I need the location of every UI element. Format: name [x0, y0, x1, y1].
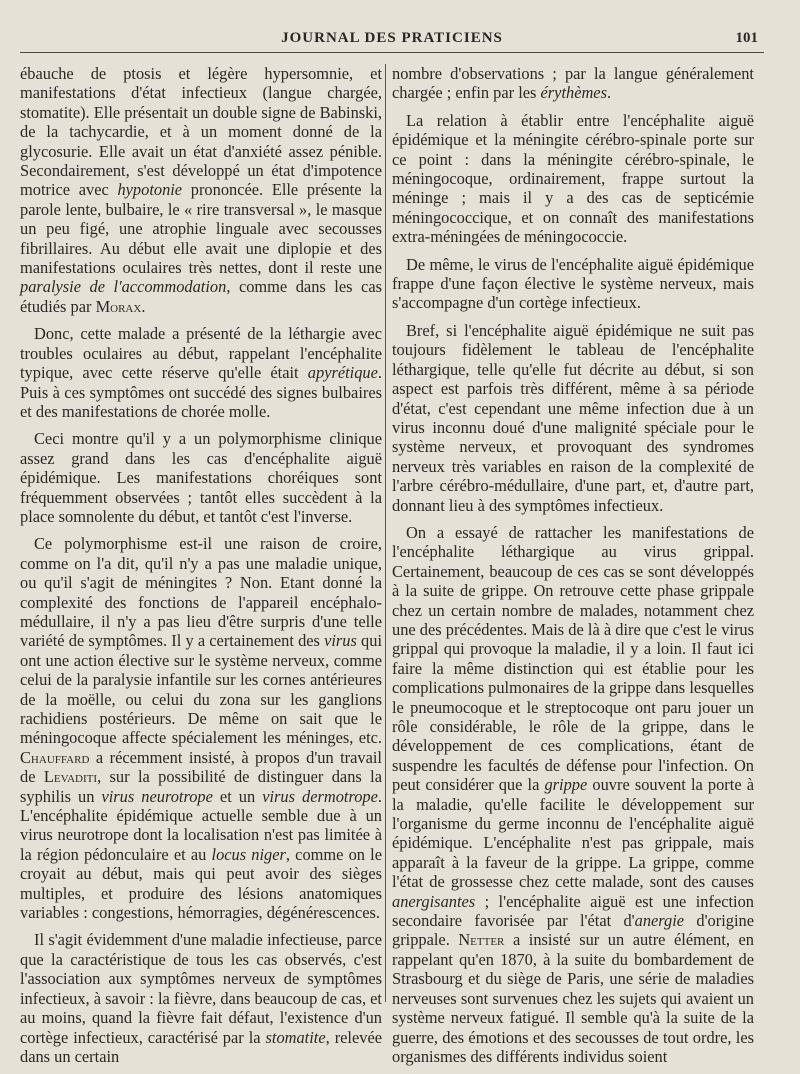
paragraph: De même, le virus de l'encéphalite aiguë épidémique frappe d'une façon élective le système nerveux, mais s'accompagne d'un cortège infectieux.: [392, 254, 754, 313]
paragraph: Donc, cette malade a présenté de la léthargie avec troubles oculaires au début, rappelant l'encéphalite typique, avec cette réserve qu'elle était apyrétique. Puis à ces symptômes ont succédé des signes bulbaires et des manifestations de chorée molle.: [20, 324, 382, 421]
journal-title: JOURNAL DES PRATICIENS: [281, 30, 503, 46]
left-column: [20, 64, 382, 1074]
paragraph: nombre d'observations ; par la langue généralement chargée ; enfin par les érythèmes.: [392, 64, 754, 103]
page-number: 101: [735, 30, 758, 46]
paragraph: Ceci montre qu'il y a un polymorphisme clinique assez grand dans les cas d'encéphalite aiguë épidémique. Les manifestations choréiques sont fréquemment observées ; tantôt elles succèdent à la place somnolente du début, et tantôt c'est l'inverse.: [20, 429, 382, 526]
page-header: [20, 26, 764, 53]
paragraph: Ce polymorphisme est-il une raison de croire, comme on l'a dit, qu'il n'y a pas une maladie unique, ou qu'il s'agit de méningites ? Non. Etant donné la complexité des fonctions de l'appareil encéphalo-médullaire, il n'y a pas lieu d'être surpris d'une telle variété de symptômes. Il y a certainement des virus qui ont une action élective sur le système nerveux, comme celui de la paralysie infantile sur les cornes antérieures de la moëlle, ou celui du zona sur les ganglions rachidiens postérieurs. De même on sait que le méningocoque affecte spécialement les méninges, etc. Chauffard a récemment insisté, à propos d'un travail de Levaditi, sur la possibilité de distinguer dans la syphilis un virus neurotrope et un virus dermotrope. L'encéphalite épidémique actuelle semble due à un virus neurotrope dont la localisation n'est pas limitée à la région pédonculaire et au locus niger, comme on le croyait au début, mais qui peut avoir des sièges multiples, et produire des lésions anatomiques variables : congestions, hémorragies, dégénérescences.: [20, 534, 383, 923]
right-column: [392, 64, 754, 1074]
paragraph: La relation à établir entre l'encéphalite aiguë épidémique et la méningite cérébro-spinale porte sur ce point : dans la méningite cérébro-spinale, le méningocoque, ordinairement, frappe surtout la méninge ; mais il y a des cas de septicémie méningococcique, et on connaît des manifestations extra-méningées de méningococcie.: [392, 110, 754, 247]
paragraph: Il s'agit évidemment d'une maladie infectieuse, parce que la caractéristique de tous les cas observés, c'est l'association aux symptômes nerveux de symptômes infectieux, à savoir : la fièvre, dans beaucoup de cas, et au moins, quand la fièvre fait défaut, l'existence d'un cortège infectieux, caractérisé par la stomatite, relevée dans un certain: [20, 930, 382, 1066]
column-divider: [385, 64, 386, 1002]
paragraph: Bref, si l'encéphalite aiguë épidémique ne suit pas toujours fidèlement le tableau de l'encéphalite léthargique, telle qu'elle fut décrite au début, si son aspect est parfois très différent, même à sa période d'état, c'est cependant une même infection due à un virus inconnu doué d'une malignité spéciale pour le système nerveux, et provoquant des syndromes nerveux très variables en raison de la complexité de l'arbre cérébro-médullaire, d'une part, et, d'autre part, donnant lieu à des symptômes infectieux.: [392, 320, 754, 515]
paragraph: ébauche de ptosis et légère hypersomnie, et manifestations d'état infectieux (langue chargée, stomatite). Elle présentait un double signe de Babinski, de la tachycardie, et à un moment donné de la glycosurie. Elle avait un état d'anxiété assez pénible. Secondairement, s'est développé un état d'impotence motrice avec hypotonie prononcée. Elle présente la parole lente, bulbaire, le « rire transversal », le masque un peu figé, une atrophie linguale avec secousses fibrillaires. Au début elle avait une diplopie et des manifestations oculaires très nettes, dont il reste une paralysie de l'accommodation, comme dans les cas étudiés par Morax.: [20, 64, 383, 316]
paragraph: On a essayé de rattacher les manifestations de l'encéphalite léthargique au virus grippal. Certainement, beaucoup de ces cas se sont développés à la suite de grippe. On retrouve cette phase grippale chez un certain nombre de malades, notamment chez une des précédentes. Mais de là à dire que c'est le virus grippal qui provoque la maladie, il y a loin. Il faut ici faire la même distinction qui est établie pour les complications pulmonaires de la grippe dans lesquelles le pneumocoque et le streptocoque ont paru jouer un rôle considérable, le rôle de la grippe, dans le développement de ces complications, étant de suspendre les facultés de défense pour l'infection. On peut considérer que la grippe ouvre souvent la porte à la maladie, qu'elle facilite le développement sur l'organisme du germe inconnu de l'encéphalite aiguë épidémique. L'encéphalite n'est pas grippale, mais apparaît à la faveur de la grippe. La grippe, comme l'état de grossesse chez cette malade, sont des causes anergisantes ; l'encéphalite aiguë est une infection secondaire favorisée par l'état d'anergie d'origine grippale. Netter a insisté sur un autre élément, en rappelant qu'en 1870, à la suite du bombardement de Strasbourg et du siège de Paris, une série de maladies nerveuses sont survenues chez les sujets qui avaient un système nerveux fatigué. Il semble qu'à la suite de la guerre, des émotions et des secousses de tout ordre, les organismes des différents individus soient: [392, 522, 754, 1066]
